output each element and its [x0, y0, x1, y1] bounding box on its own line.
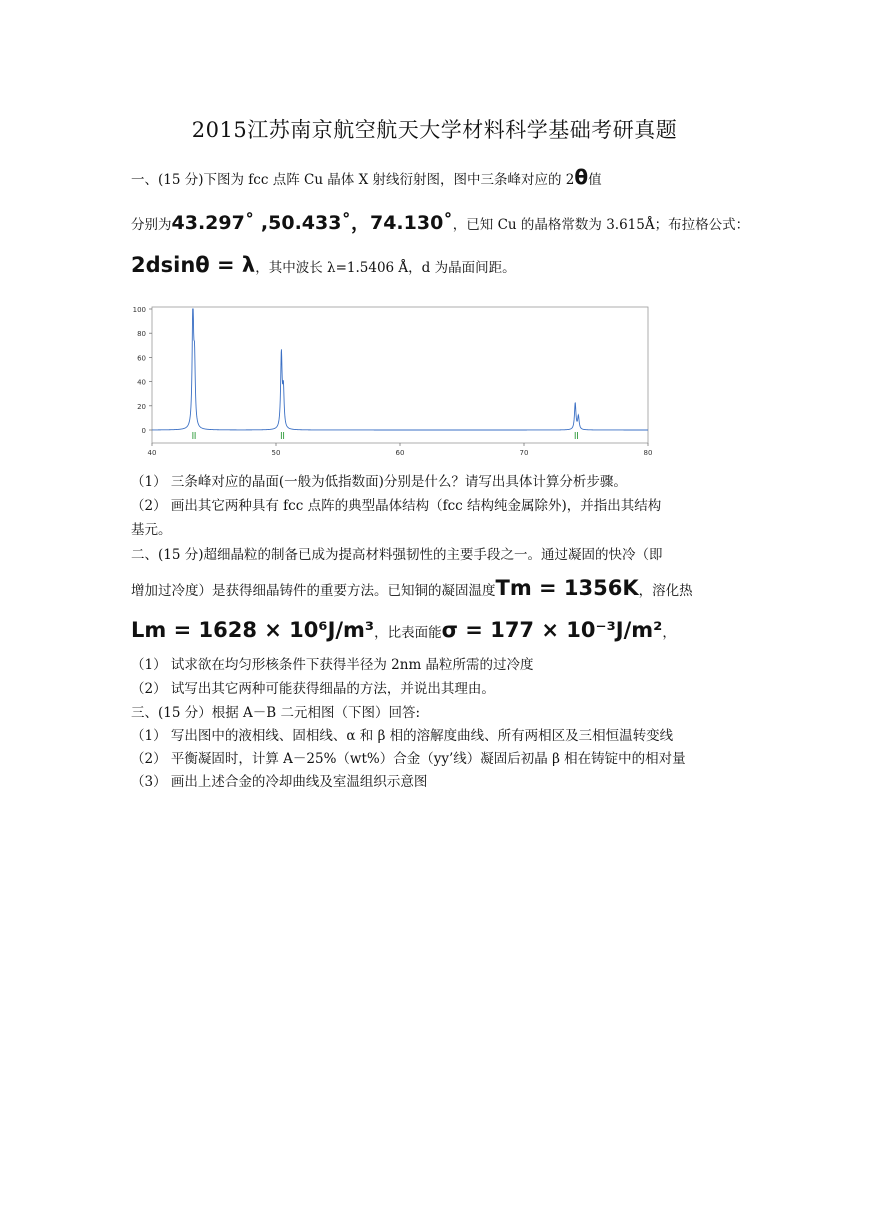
y-tick-label: 40: [137, 378, 146, 387]
bragg-formula: 2dsinθ = λ: [131, 253, 256, 277]
q2-sub2: （2） 试写出其它两种可能获得细晶的方法，并说出其理由。: [131, 681, 495, 697]
q2-line1: 二、(15 分)超细晶粒的制备已成为提高材料强韧性的主要手段之一。通过凝固的快冷（即: [131, 547, 663, 563]
q2-surface-label: ，比表面能: [374, 625, 442, 641]
q2-comma: ，: [662, 625, 676, 641]
x-tick-label: 40: [147, 449, 157, 457]
q2-sub1: （1） 试求欲在均匀形核条件下获得半径为 2nm 晶粒所需的过冷度: [131, 657, 534, 673]
x-tick-label: 70: [519, 449, 529, 457]
melting-temp: Tm = 1356K: [495, 576, 639, 600]
q3-sub2: （2） 平衡凝固时，计算 A－25%（wt%）合金（yy’线）凝固后初晶 β 相在铸锭中的相对量: [131, 751, 686, 767]
latent-heat: Lm = 1628 × 10⁶J/m³: [131, 618, 375, 642]
q1-text: 一、(15 分)下图为 fcc 点阵 Cu 晶体 X 射线衍射图，图中三条峰对应的 2: [131, 172, 575, 188]
q1-sub2: （2） 画出其它两种具有 fcc 点阵的典型晶体结构（fcc 结构纯金属除外)，并指出其结构: [131, 498, 662, 514]
q3-line1: 三、(15 分）根据 A－B 二元相图（下图）回答:: [131, 705, 421, 721]
x-tick-label: 60: [395, 449, 405, 457]
q1-line2: [131, 208, 749, 235]
x-tick-label: 80: [643, 449, 653, 457]
y-tick-label: 0: [141, 427, 146, 435]
surface-energy: σ = 177 × 10⁻³J/m²: [441, 618, 663, 642]
x-tick-label: 50: [271, 449, 281, 457]
q2-line3: [131, 618, 676, 642]
y-tick-label: 60: [137, 354, 146, 363]
peak-angles: 43.297˚ ,50.433˚，74.130˚: [171, 212, 453, 234]
q1-sub1: （1） 三条峰对应的晶面(一般为低指数面)分别是什么？请写出具体计算分析步骤。: [131, 474, 627, 490]
q1-angles-label: 分别为: [131, 217, 172, 233]
q1-lattice-text: ，已知 Cu 的晶格常数为 3.615Å；布拉格公式：: [452, 217, 750, 233]
xrd-chart: [125, 296, 665, 458]
q1-line1: [131, 165, 602, 189]
y-tick-label: 80: [137, 330, 146, 339]
q2-latent-label: ，溶化热: [638, 583, 693, 599]
y-tick-label: 100: [132, 306, 146, 314]
q1-sub2-cont: 基元。: [131, 522, 172, 538]
y-tick-label: 20: [137, 402, 146, 411]
theta-symbol: θ: [574, 165, 589, 189]
q3-sub1: （1） 写出图中的液相线、固相线、α 和 β 相的溶解度曲线、所有两相区及三相恒温转变线: [131, 728, 674, 744]
q1-text-end: 值: [588, 172, 602, 188]
q3-sub3: （3） 画出上述合金的冷却曲线及室温组织示意图: [131, 774, 428, 790]
q2-text: 增加过冷度）是获得细晶铸件的重要方法。已知铜的凝固温度: [131, 583, 496, 599]
q2-line2: [131, 576, 693, 600]
q1-line3: [131, 253, 516, 277]
q1-wavelength-text: ，其中波长 λ=1.5406 Å，d 为晶面间距。: [255, 260, 516, 276]
page-title: 2015江苏南京航空航天大学材料科学基础考研真题: [191, 118, 678, 142]
